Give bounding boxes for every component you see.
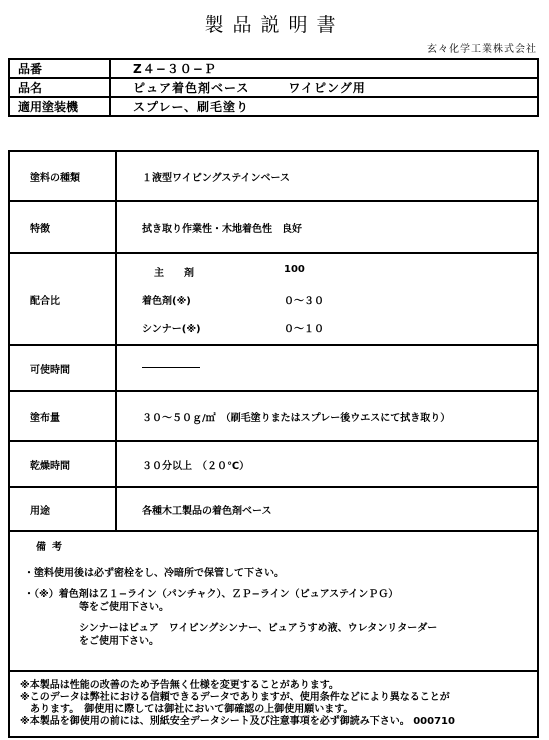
note-line: 等をご使用下さい。 [79,602,169,613]
company-name: 玄々化学工業株式会社 [427,44,537,55]
pot-life-row [9,345,538,391]
mix-item-value: ０～１０ [284,323,324,335]
feature-value: 拭き取り作業性・木地着色性 良好 [116,201,538,253]
notes-cell [9,531,538,671]
disclaimer-line: ※このデータは弊社における信頼できるデータでありますが、使用条件などにより異なることが [20,692,450,703]
mix-item-name: シンナー(※) [142,323,201,335]
pot-life-value [116,345,538,391]
mix-item-value: 100 [284,263,305,275]
mix-ratio-list [142,264,536,335]
disclaimer-line: あります。 御使用に際しては御社において御確認の上御使用願います。 [20,704,354,715]
mix-item-value: ０～３０ [284,295,324,307]
usage-value: 各種木工製品の着色剤ベース [116,487,538,531]
mix-item-name: 主 剤 [154,267,194,279]
disclaimer-line: ※本製品は性能の改善のため予告無く仕様を変更することがあります。 [20,680,339,691]
page-title: 製品説明書 [204,14,345,36]
mix-item-name: 着色剤(※) [142,295,191,307]
disclaimer-row [9,671,538,737]
application-method-label: 適用塗装機 [9,97,110,116]
paint-type-value: １液型ワイピングステインベース [116,151,538,201]
coverage-value: ３０～５０ｇ/㎡ （刷毛塗りまたはスプレー後ウエスにて拭き取り） [116,391,538,441]
note-line: シンナーはピュア ワイピングシンナー、ピュアうすめ液、ウレタンリターダー [79,623,438,634]
product-header-table [8,58,539,117]
product-name: ピュア着色剤ベース ワイピング用 [110,78,538,97]
spec-table [8,150,539,738]
product-number-label: 品番 [18,62,43,76]
drying-time-value: ３０分以上 （２０℃） [116,441,538,487]
notes-row [9,531,538,671]
coverage-label: 塗布量 [9,391,116,441]
feature-row [9,201,538,253]
drying-time-row [9,441,538,487]
feature-label: 特徴 [9,201,116,253]
coverage-row [9,391,538,441]
pot-life-dash [142,367,200,368]
notes-heading: 備考 [36,542,68,553]
product-number: Z４−３０−Ｐ [110,59,538,78]
paint-type-row [9,151,538,201]
product-name-label-cell [9,78,110,97]
paint-type-label: 塗料の種類 [9,151,116,201]
disclaimer-cell [9,671,538,737]
usage-label: 用途 [9,487,116,531]
disclaimer-line: ※本製品を御使用の前には、別紙安全データシート及び注意事項を必ず御読み下さい。 000710 [20,716,455,727]
usage-row [9,487,538,531]
product-number-label-cell [9,59,110,78]
product-name-row [9,78,538,97]
note-line: ・塗料使用後は必ず密栓をし、冷暗所で保管して下さい。 [24,568,284,579]
note-line: ・（※）着色剤はＺ１−ライン（パンチャク）、ＺＰ−ライン（ピュアステインＰＧ） [24,589,399,600]
application-method: スプレー、刷毛塗り [110,97,538,116]
mix-ratio-cell [116,253,538,345]
note-line: をご使用下さい。 [79,636,159,647]
mix-ratio-row [9,253,538,345]
product-number-row [9,59,538,78]
pot-life-label: 可使時間 [9,345,116,391]
application-method-row [9,97,538,116]
drying-time-label: 乾燥時間 [9,441,116,487]
mix-ratio-label: 配合比 [9,253,116,345]
product-name-label: 品名 [18,81,43,95]
